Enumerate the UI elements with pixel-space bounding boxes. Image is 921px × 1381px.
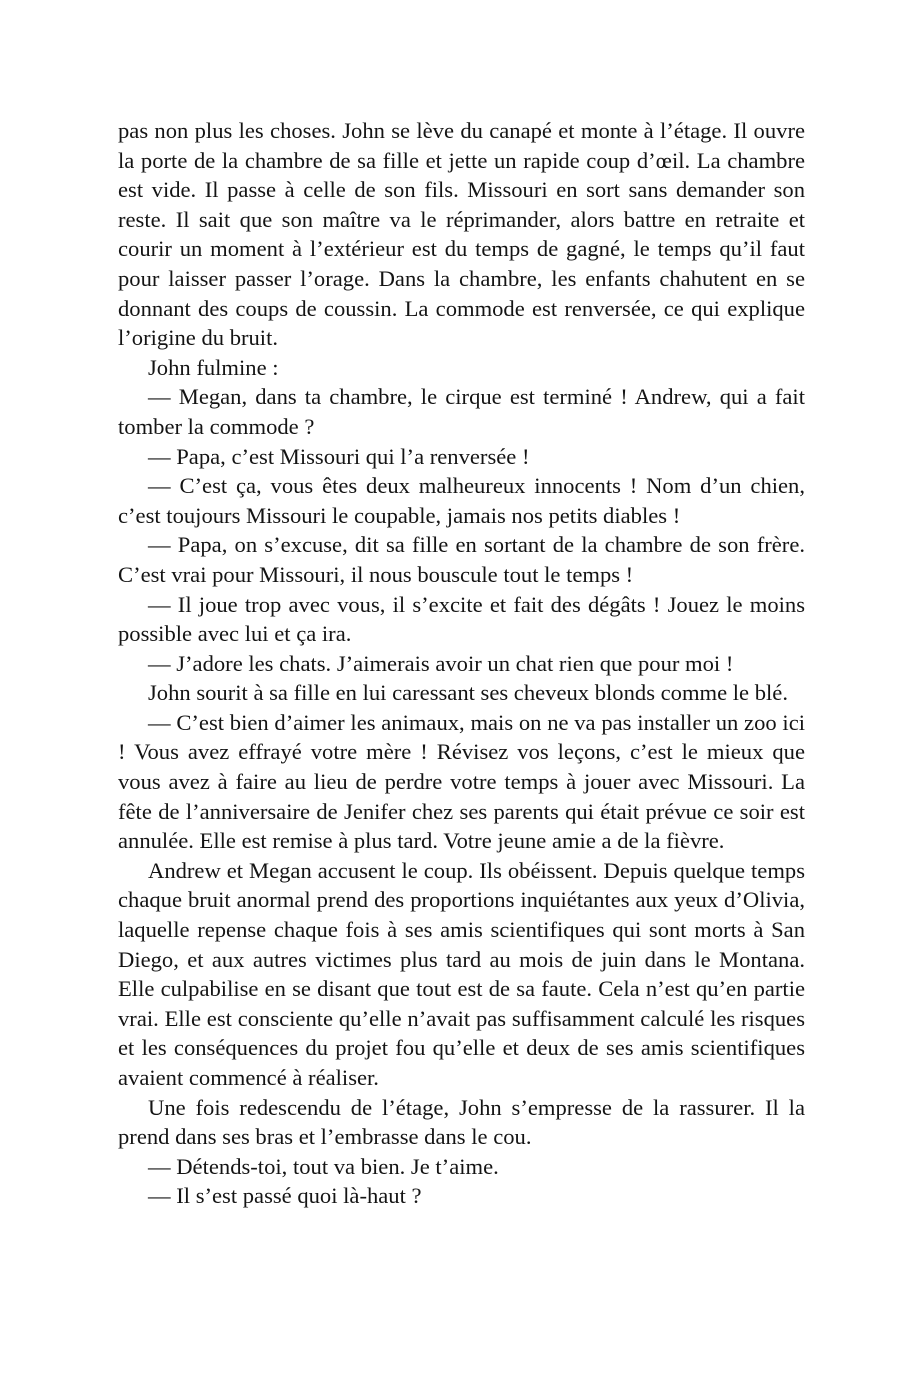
paragraph-dialogue: — Megan, dans ta chambre, le cirque est terminé ! Andrew, qui a fait tomber la commode ? xyxy=(118,384,805,439)
paragraph-dialogue: — C’est ça, vous êtes deux malheureux innocents ! Nom d’un chien, c’est toujours Missouri le coupable, jamais nos petits diables ! xyxy=(118,473,805,528)
paragraph-narration: Andrew et Megan accusent le coup. Ils obéissent. Depuis quelque temps chaque bruit anormal prend des proportions inquiétantes aux yeux d’Olivia, laquelle repense chaque fois à ses amis scientifiques qui sont morts à San Diego, et aux autres victimes plus tard au mois de juin dans le Montana. Elle culpabilise en se disant que tout est de sa faute. Cela n’est qu’en partie vrai. Elle est consciente qu’elle n’avait pas suffisamment calculé les risques et les conséquences du projet fou qu’elle et deux de ses amis scientifiques avaient commencé à réaliser. xyxy=(118,857,805,1090)
paragraph-dialogue: — Papa, on s’excuse, dit sa fille en sortant de la chambre de son frère. C’est vrai pour Missouri, il nous bouscule tout le temps ! xyxy=(118,532,805,587)
paragraph-narration: John sourit à sa fille en lui caressant ses cheveux blonds comme le blé. xyxy=(148,680,788,706)
paragraph-dialogue: — C’est bien d’aimer les animaux, mais on ne va pas installer un zoo ici ! Vous avez effrayé votre mère ! Révisez vos leçons, c’est le mieux que vous avez à faire au lieu de perdre votre temps à jouer avec Missouri. La fête de l’anniversaire de Jenifer chez ses parents qui était prévue ce soir est annulée. Elle est remise à plus tard. Votre jeune amie a de la fièvre. xyxy=(118,709,805,854)
paragraph-narration: John fulmine : xyxy=(148,354,279,380)
book-page-body xyxy=(118,116,805,1211)
paragraph-dialogue: — J’adore les chats. J’aimerais avoir un chat rien que pour moi ! xyxy=(148,650,734,676)
paragraph-narration: Une fois redescendu de l’étage, John s’empresse de la rassurer. Il la prend dans ses bras et l’embrasse dans le cou. xyxy=(118,1094,805,1150)
paragraph-dialogue: — Il joue trop avec vous, il s’excite et fait des dégâts ! Jouez le moins possible avec lui et ça ira. xyxy=(118,591,805,647)
paragraph-dialogue: — Papa, c’est Missouri qui l’a renversée ! xyxy=(148,443,530,469)
paragraph-continuation: pas non plus les choses. John se lève du canapé et monte à l’étage. Il ouvre la porte de la chambre de sa fille et jette un rapide coup d’œil. La chambre est vide. Il passe à celle de son fils. Missouri en sort sans demander son reste. Il sait que son maître va le réprimander, alors battre en retraite et courir un moment à l’extérieur est du temps de gagné, le temps qu’il faut pour laisser passer l’orage. Dans la chambre, les enfants chahutent en se donnant des coups de coussin. La commode est renversée, ce qui explique l’origine du bruit. xyxy=(118,118,805,351)
paragraph-dialogue: — Il s’est passé quoi là-haut ? xyxy=(148,1183,422,1209)
paragraph-dialogue: — Détends-toi, tout va bien. Je t’aime. xyxy=(148,1153,499,1179)
